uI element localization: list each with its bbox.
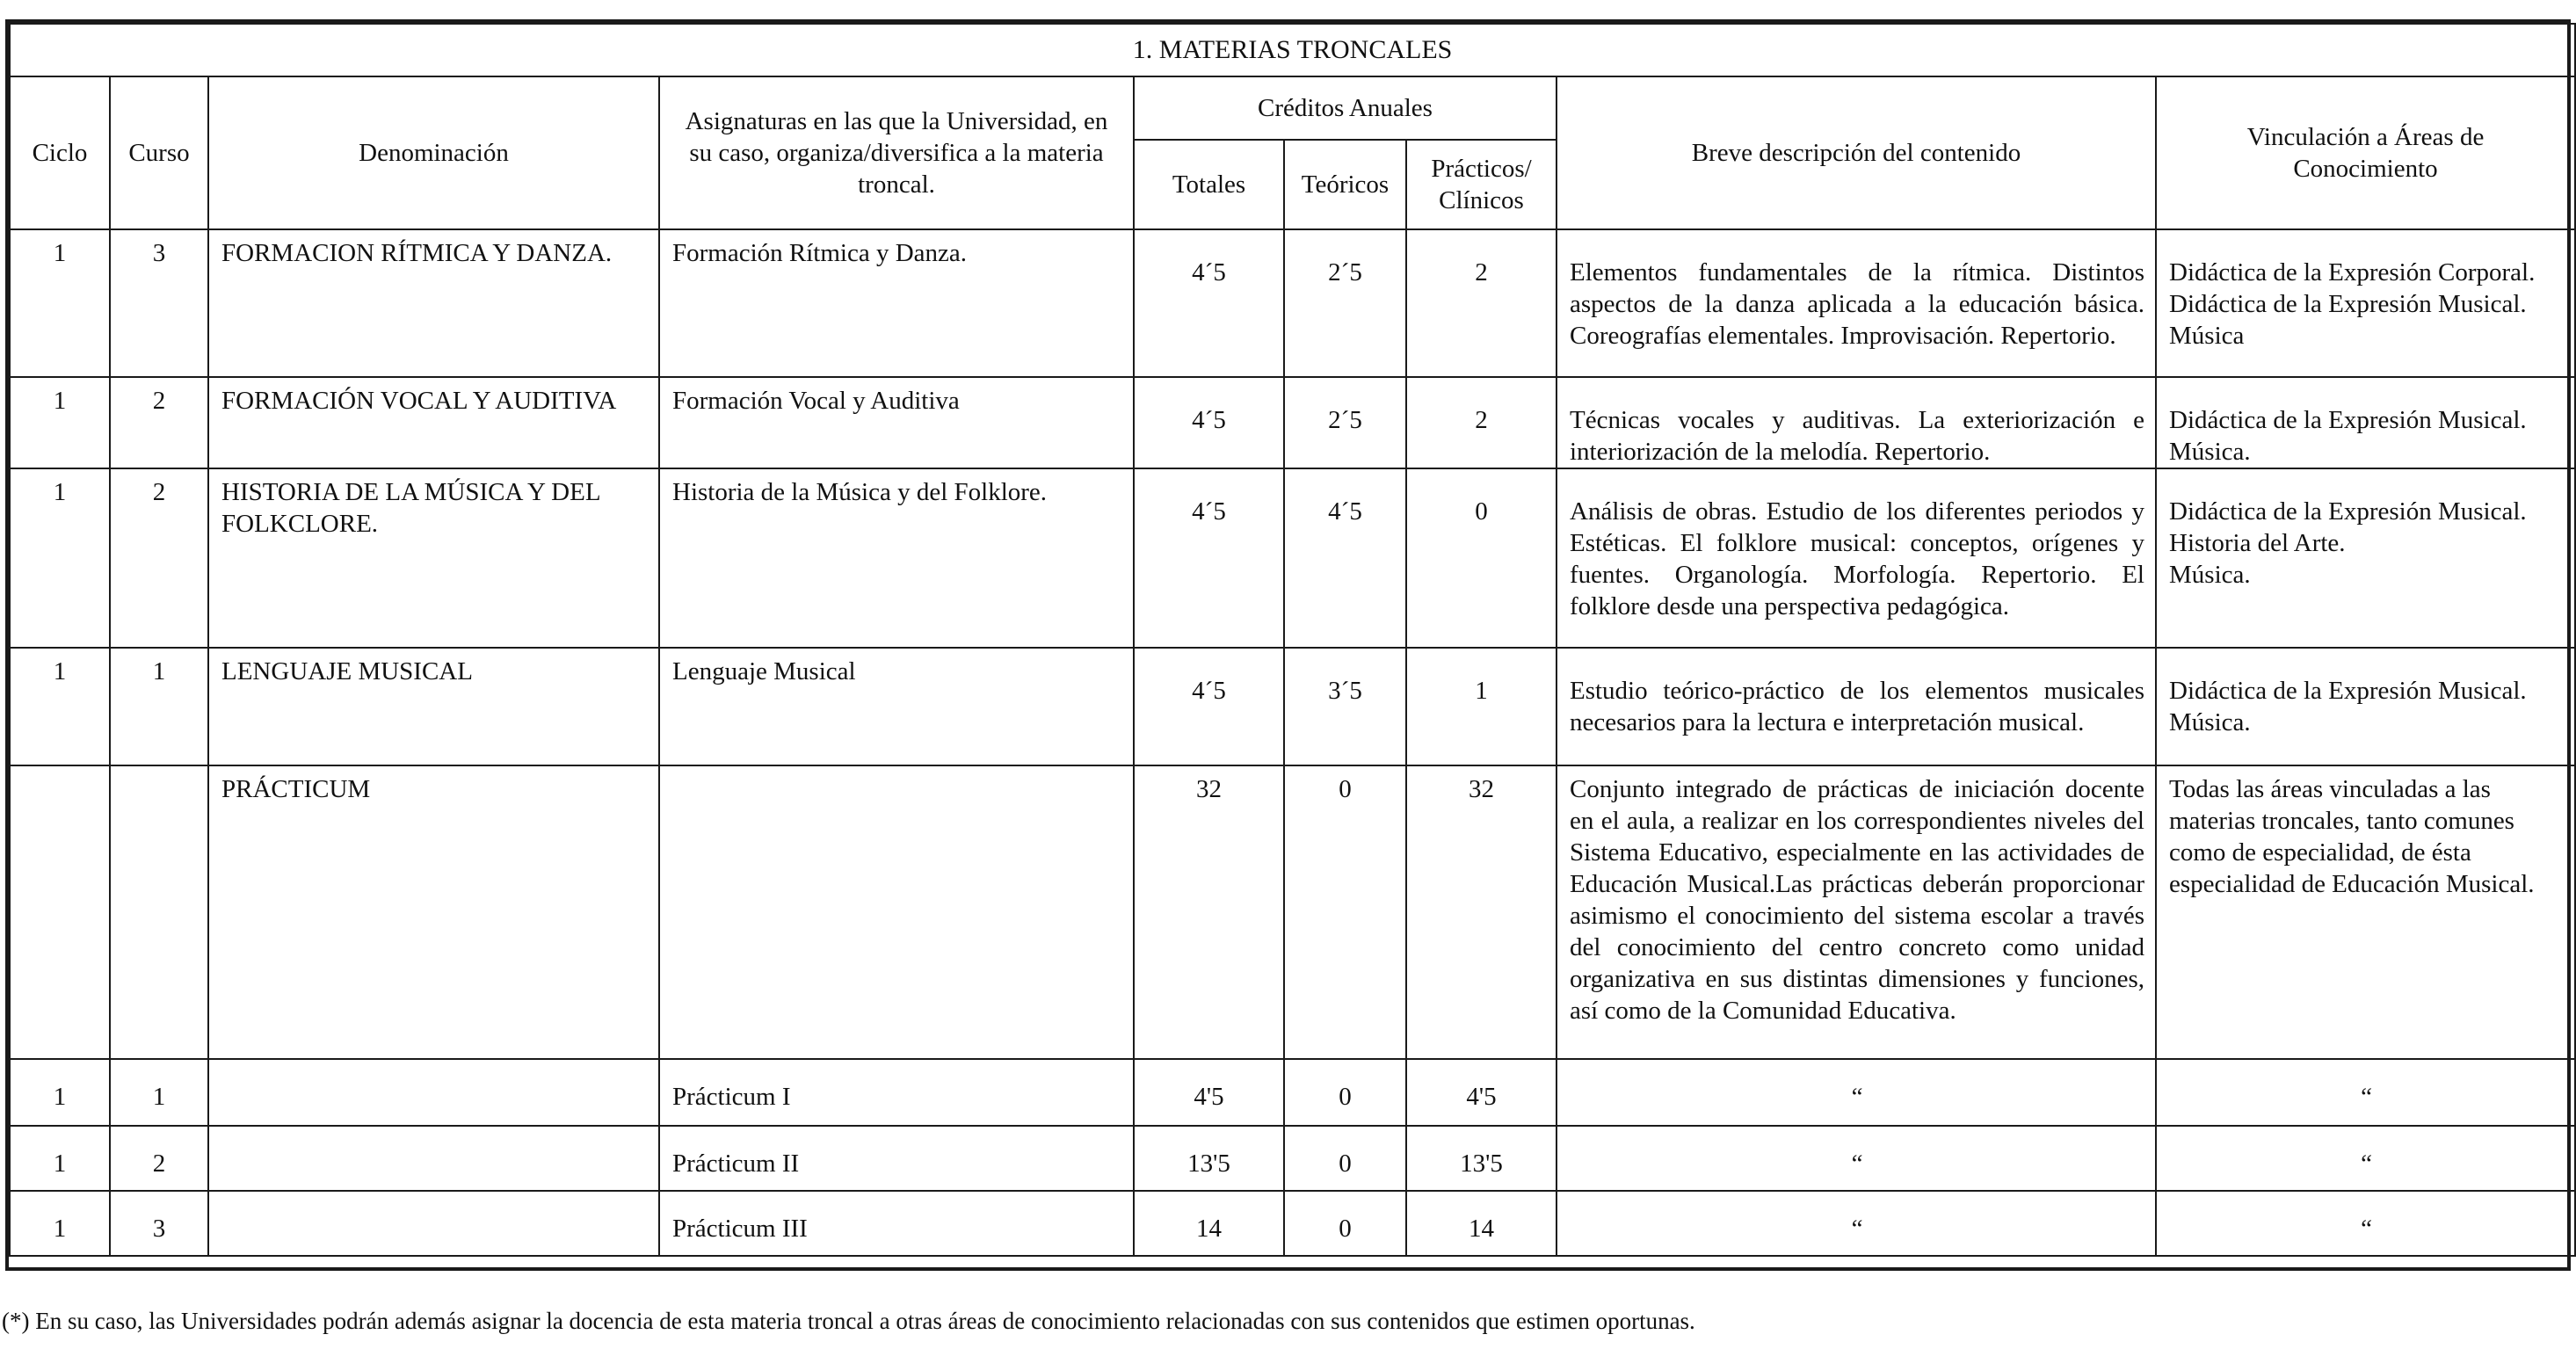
table-title: 1. MATERIAS TRONCALES (10, 24, 2575, 76)
cell-teoricos: 2´5 (1284, 377, 1406, 468)
cell-curso: 2 (110, 1126, 208, 1191)
cell-areas (2156, 229, 2575, 377)
cell-areas (2156, 648, 2575, 765)
cell-totales: 32 (1134, 765, 1284, 1059)
area-item: Didáctica de la Expresión Musical. (2169, 677, 2527, 705)
cell-ciclo: 1 (10, 1059, 110, 1126)
area-item: Didáctica de la Expresión Corporal. (2169, 258, 2536, 286)
cell-asignatura: Prácticum I (659, 1059, 1134, 1126)
cell-ciclo (10, 765, 110, 1059)
cell-totales: 4´5 (1134, 229, 1284, 377)
cell-curso: 2 (110, 377, 208, 468)
cell-teoricos: 0 (1284, 1126, 1406, 1191)
cell-areas: “ (2156, 1126, 2575, 1191)
cell-totales: 14 (1134, 1191, 1284, 1256)
table-row (10, 229, 2575, 377)
cell-asignatura (659, 765, 1134, 1059)
cell-descripcion: Conjunto integrado de prácticas de iniciación docente en el aula, a realizar en los correspondientes niveles del Sistema Educativo, especialmente en las actividades de Educación Musical.Las prácticas deberán proporcionar asimismo el conocimiento del sistema escolar a través del conocimiento del centro concreto como unidad organizativa en sus distintas dimensiones y funciones, así como de la Comunidad Educativa. (1556, 765, 2156, 1059)
cell-asignatura: Lenguaje Musical (659, 648, 1134, 765)
table-row (10, 765, 2575, 1059)
cell-curso: 1 (110, 1059, 208, 1126)
cell-totales: 4´5 (1134, 648, 1284, 765)
cell-practicos: 14 (1406, 1191, 1556, 1256)
header-creditos-anuales: Créditos Anuales (1134, 76, 1556, 140)
table-row (10, 468, 2575, 648)
cell-descripcion: Análisis de obras. Estudio de los diferentes periodos y Estéticas. El folklore musical: conceptos, orígenes y fuentes. Organología. Morfología. Repertorio. El folklore desde una perspectiva pedagógica. (1556, 468, 2156, 648)
cell-denominacion: FORMACIÓN VOCAL Y AUDITIVA (208, 377, 659, 468)
cell-curso: 3 (110, 229, 208, 377)
area-item: Didáctica de la Expresión Musical. (2169, 290, 2527, 318)
table-row (10, 1191, 2575, 1256)
header-practicos: Prácticos/ Clínicos (1406, 140, 1556, 229)
cell-ciclo: 1 (10, 377, 110, 468)
cell-descripcion: “ (1556, 1126, 2156, 1191)
cell-teoricos: 0 (1284, 1191, 1406, 1256)
cell-areas (2156, 377, 2575, 468)
cell-ciclo: 1 (10, 229, 110, 377)
cell-practicos: 2 (1406, 377, 1556, 468)
cell-totales: 4´5 (1134, 468, 1284, 648)
table-row (10, 377, 2575, 468)
cell-practicos: 2 (1406, 229, 1556, 377)
cell-descripcion: Estudio teórico-práctico de los elementos musicales necesarios para la lectura e interpretación musical. (1556, 648, 2156, 765)
cell-denominacion: PRÁCTICUM (208, 765, 659, 1059)
cell-areas (2156, 468, 2575, 648)
area-item: Música (2169, 322, 2245, 350)
cell-curso: 2 (110, 468, 208, 648)
area-item: Historia del Arte. (2169, 529, 2346, 557)
materias-troncales-sheet (5, 19, 2571, 1271)
materias-table (9, 23, 2576, 1257)
cell-curso: 1 (110, 648, 208, 765)
cell-asignatura: Prácticum II (659, 1126, 1134, 1191)
cell-denominacion: HISTORIA DE LA MÚSICA Y DEL FOLKCLORE. (208, 468, 659, 648)
header-asignaturas: Asignaturas en las que la Universidad, en su caso, organiza/diversifica a la materia troncal. (659, 76, 1134, 229)
cell-areas: “ (2156, 1059, 2575, 1126)
cell-denominacion: FORMACION RÍTMICA Y DANZA. (208, 229, 659, 377)
cell-curso (110, 765, 208, 1059)
cell-ciclo: 1 (10, 1126, 110, 1191)
table-row (10, 1126, 2575, 1191)
area-item: Didáctica de la Expresión Musical. (2169, 406, 2527, 434)
cell-teoricos: 0 (1284, 765, 1406, 1059)
cell-asignatura: Historia de la Música y del Folklore. (659, 468, 1134, 648)
cell-teoricos: 4´5 (1284, 468, 1406, 648)
cell-denominacion: LENGUAJE MUSICAL (208, 648, 659, 765)
cell-denominacion (208, 1191, 659, 1256)
cell-practicos: 4'5 (1406, 1059, 1556, 1126)
header-curso: Curso (110, 76, 208, 229)
cell-teoricos: 0 (1284, 1059, 1406, 1126)
cell-denominacion (208, 1059, 659, 1126)
area-item: Música. (2169, 708, 2251, 736)
cell-ciclo: 1 (10, 1191, 110, 1256)
area-item: Didáctica de la Expresión Musical. (2169, 497, 2527, 526)
header-vinculacion: Vinculación a Áreas de Conocimiento (2156, 76, 2575, 229)
cell-descripcion: “ (1556, 1191, 2156, 1256)
cell-descripcion: Técnicas vocales y auditivas. La exteriorización e interiorización de la melodía. Repertorio. (1556, 377, 2156, 468)
footnote: (*) En su caso, las Universidades podrán además asignar la docencia de esta materia troncal a otras áreas de conocimiento relacionadas con sus contenidos que estimen oportunas. (2, 1308, 1695, 1334)
header-totales: Totales (1134, 140, 1284, 229)
cell-totales: 13'5 (1134, 1126, 1284, 1191)
cell-ciclo: 1 (10, 648, 110, 765)
cell-areas (2156, 765, 2575, 1059)
cell-descripcion: “ (1556, 1059, 2156, 1126)
table-row (10, 648, 2575, 765)
cell-areas: “ (2156, 1191, 2575, 1256)
cell-teoricos: 3´5 (1284, 648, 1406, 765)
cell-asignatura: Formación Rítmica y Danza. (659, 229, 1134, 377)
cell-practicos: 1 (1406, 648, 1556, 765)
header-descripcion: Breve descripción del contenido (1556, 76, 2156, 229)
cell-practicos: 32 (1406, 765, 1556, 1059)
table-row (10, 1059, 2575, 1126)
area-item: Música. (2169, 438, 2251, 466)
cell-practicos: 0 (1406, 468, 1556, 648)
cell-practicos: 13'5 (1406, 1126, 1556, 1191)
cell-asignatura: Formación Vocal y Auditiva (659, 377, 1134, 468)
cell-teoricos: 2´5 (1284, 229, 1406, 377)
cell-ciclo: 1 (10, 468, 110, 648)
area-item: Música. (2169, 561, 2251, 589)
cell-totales: 4´5 (1134, 377, 1284, 468)
header-teoricos: Teóricos (1284, 140, 1406, 229)
cell-asignatura: Prácticum III (659, 1191, 1134, 1256)
header-denominacion: Denominación (208, 76, 659, 229)
cell-descripcion: Elementos fundamentales de la rítmica. Distintos aspectos de la danza aplicada a la educación básica. Coreografías elementales. Improvisación. Repertorio. (1556, 229, 2156, 377)
area-item: Todas las áreas vinculadas a las materias troncales, tanto comunes como de especialidad, de ésta especialidad de Educación Musical. (2169, 775, 2535, 898)
cell-totales: 4'5 (1134, 1059, 1284, 1126)
cell-curso: 3 (110, 1191, 208, 1256)
header-ciclo: Ciclo (10, 76, 110, 229)
cell-denominacion (208, 1126, 659, 1191)
